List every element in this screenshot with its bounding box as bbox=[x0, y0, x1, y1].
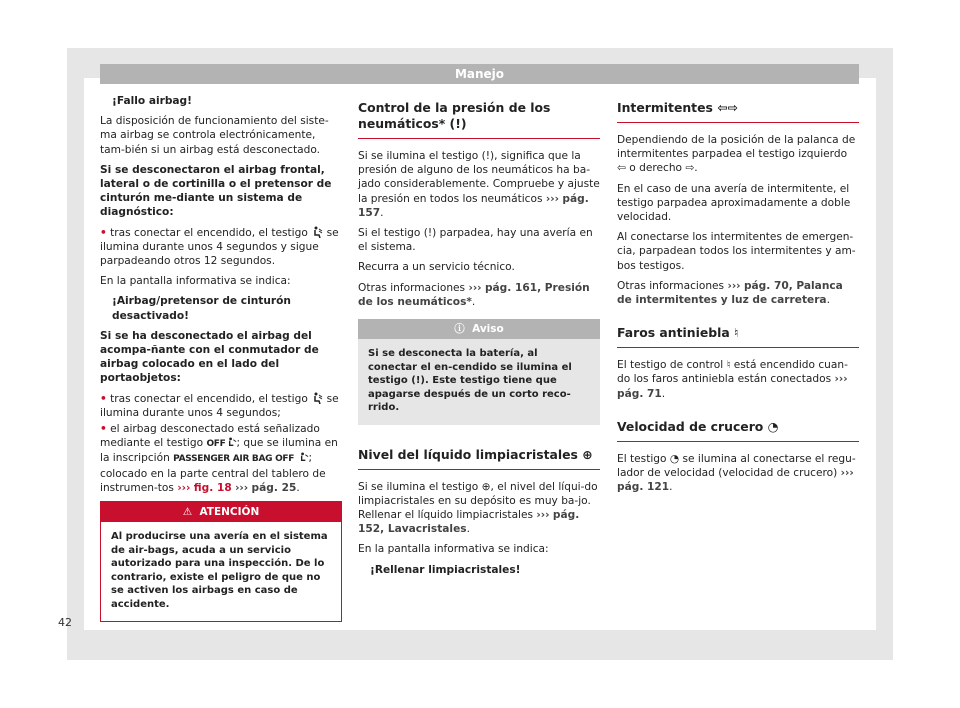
turn-signal-right-icon: ⇨ bbox=[685, 162, 695, 175]
page-link[interactable]: pág. 70, Palanca de intermitentes y luz de carretera bbox=[617, 279, 843, 307]
note-header: ⓘ Aviso bbox=[358, 319, 600, 339]
fog-lights-title: Faros antiniebla ♮ bbox=[617, 325, 859, 348]
note-box bbox=[358, 319, 600, 425]
washer-fluid-icon: ⊕ bbox=[481, 480, 491, 493]
page-link[interactable]: pág. 152, Lavacristales bbox=[358, 508, 580, 536]
turn-signal-right-icon: ⇨ bbox=[727, 100, 738, 115]
paragraph: En la pantalla informativa se indica: bbox=[100, 275, 291, 288]
paragraph: El testigo ◔ se ilumina al conectarse el regu-lador de velocidad (velocidad de crucero) ››› pág. 121. bbox=[617, 452, 856, 494]
paragraph: Si se desconectaron el airbag frontal, lateral o de cortinilla o el pretensor de cinturón me-diante un sistema de diagnóstico: bbox=[100, 163, 332, 219]
page-link[interactable]: pág. 71 bbox=[617, 387, 662, 400]
page-link[interactable]: pág. 25 bbox=[251, 481, 297, 494]
list-item: • tras conectar el encendido, el testigo se ilumina durante unos 4 segundos y sigue parpadeando otros 12 segundos. bbox=[100, 226, 339, 268]
info-icon: ⓘ bbox=[454, 323, 465, 336]
washer-fluid-title: Nivel del líquido limpiacristales ⊕ bbox=[358, 447, 600, 470]
fallo-airbag-title: ¡Fallo airbag! bbox=[112, 95, 192, 107]
info-message: ¡Rellenar limpiacristales! bbox=[370, 563, 521, 576]
fog-light-icon: ♮ bbox=[726, 359, 731, 372]
warning-box bbox=[100, 501, 342, 622]
paragraph: Si se ilumina el testigo (!), significa que la presión de alguno de los neumáticos ha ba-jado considerablemente. Compruebe y ajuste la presión en todos los neumáticos ››› pág. 157. bbox=[358, 150, 600, 219]
turn-signal-left-icon: ⇦ bbox=[717, 100, 728, 115]
paragraph: Si se ha desconectado el airbag del acompa-ñante con el conmutador de airbag colocado en el lado del portaobjetos: bbox=[100, 329, 319, 385]
note-body: Si se desconecta la batería, al conectar el en-cendido se ilumina el testigo (!). Este testigo tiene que apagarse después de un corto reco-rrido. bbox=[368, 348, 572, 414]
section-header: Manejo bbox=[100, 64, 859, 84]
list-item: • el airbag desconectado está señalizado mediante el testigo OFF ; que se ilumina en la inscripción PASSENGER AIR BAG OFF ; colocado en la parte central del tablero de instrumen-tos ››› fig. 18 ››› pág. 25. bbox=[100, 423, 338, 494]
warning-body: Al producirse una avería en el sistema de air-bags, acuda a un servicio autorizado para una inspección. De lo contrario, existe el peligro de que no se activen los airbags en caso de accidente. bbox=[111, 531, 328, 610]
cruise-control-title: Velocidad de crucero ◔ bbox=[617, 419, 859, 442]
off-label: OFF bbox=[206, 439, 226, 450]
paragraph: Otras informaciones ››› pág. 161, Presión de los neumáticos*. bbox=[358, 281, 590, 308]
airbag-off-icon bbox=[226, 437, 237, 448]
paragraph: Al conectarse los intermitentes de emergen-cia, parpadean todos los intermitentes y am-bos testigos. bbox=[617, 231, 856, 272]
paragraph: La disposición de funcionamiento del siste-ma airbag se controla electrónicamente, tam-bién si un airbag está desconectado. bbox=[100, 115, 329, 156]
page-link[interactable]: pág. 121 bbox=[617, 481, 670, 494]
airbag-seat-icon bbox=[311, 226, 323, 238]
paragraph: Recurra a un servicio técnico. bbox=[358, 261, 515, 274]
airbag-off-icon bbox=[298, 452, 309, 463]
washer-fluid-icon: ⊕ bbox=[582, 446, 593, 462]
tyre-pressure-icon: (!) bbox=[411, 375, 425, 387]
tyre-pressure-title: Control de la presión de los neumáticos* (!) bbox=[358, 100, 600, 139]
paragraph: El testigo de control ♮ está encendido cuan-do los faros antiniebla están conectados ››› pág. 71. bbox=[617, 359, 848, 400]
page-link[interactable]: pág. 161, Presión de los neumáticos* bbox=[358, 281, 590, 308]
cruise-control-icon: ◔ bbox=[669, 452, 680, 465]
turn-signal-left-icon: ⇦ bbox=[617, 162, 626, 175]
turn-signals-title: Intermitentes ⇦⇨ bbox=[617, 100, 859, 123]
page-number: 42 bbox=[58, 616, 72, 629]
airbag-seat-icon bbox=[311, 392, 323, 404]
paragraph: Dependiendo de la posición de la palanca de intermitentes parpadea el testigo izquierdo ⇦ o derecho ⇨. bbox=[617, 134, 856, 175]
passenger-airbag-off-label: PASSENGER AIR BAG OFF bbox=[173, 454, 295, 465]
page-link[interactable]: pág. 157 bbox=[358, 192, 589, 219]
fog-light-icon: ♮ bbox=[734, 325, 739, 341]
paragraph: En el caso de una avería de intermitente, el testigo parpadea aproximadamente a doble velocidad. bbox=[617, 182, 851, 224]
warning-header: ⚠ ATENCIÓN bbox=[101, 502, 341, 522]
figure-link[interactable]: fig. 18 bbox=[193, 481, 232, 494]
column-tyres bbox=[358, 94, 600, 583]
paragraph: En la pantalla informativa se indica: bbox=[358, 543, 549, 556]
tyre-pressure-icon: (!) bbox=[423, 227, 437, 240]
paragraph: Otras informaciones ››› pág. 70, Palanca de intermitentes y luz de carretera. bbox=[617, 279, 843, 307]
paragraph: Si el testigo (!) parpadea, hay una avería en el sistema. bbox=[358, 227, 593, 254]
column-airbag bbox=[100, 94, 342, 622]
tyre-pressure-icon: (!) bbox=[449, 116, 467, 131]
info-message: ¡Airbag/pretensor de cinturón desactivado! bbox=[112, 295, 291, 322]
warning-triangle-icon: ⚠ bbox=[182, 506, 193, 519]
column-lights bbox=[617, 94, 859, 500]
cruise-control-icon: ◔ bbox=[767, 418, 779, 434]
tyre-pressure-icon: (!) bbox=[481, 150, 495, 162]
paragraph: Si se ilumina el testigo ⊕, el nivel del líqui-do limpiacristales en su depósito es muy ba-jo. Rellenar el líquido limpiacristales ››› pág. 152, Lavacristales. bbox=[358, 480, 598, 536]
list-item: • tras conectar el encendido, el testigo se ilumina durante unos 4 segundos; bbox=[100, 392, 339, 419]
